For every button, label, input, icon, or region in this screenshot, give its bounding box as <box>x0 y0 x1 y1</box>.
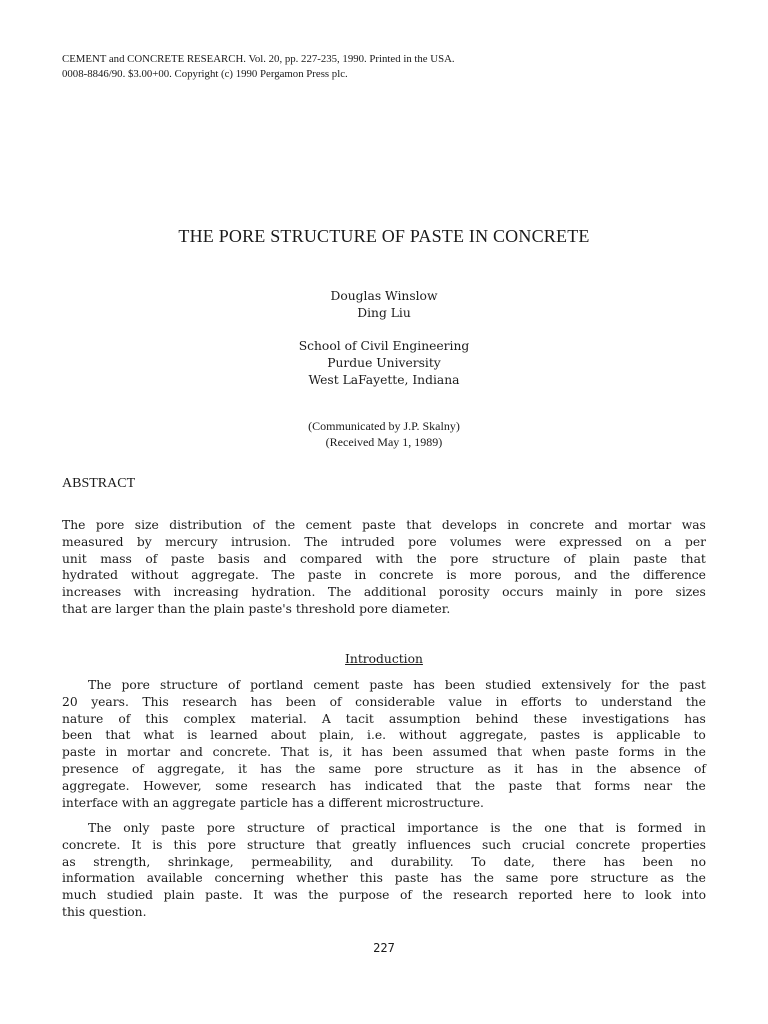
word: in <box>495 694 508 709</box>
text-line <box>62 694 706 711</box>
word: value <box>448 694 483 709</box>
word: The <box>304 534 328 549</box>
word: mortar <box>628 518 672 532</box>
word: the <box>685 745 706 760</box>
word: basis <box>218 551 250 566</box>
word: research <box>261 778 317 793</box>
word: without <box>130 568 179 583</box>
word: what <box>143 728 175 743</box>
word: strength, <box>93 854 151 869</box>
word: in <box>571 761 584 776</box>
word: to <box>622 888 635 903</box>
author-name: Douglas Winslow <box>330 289 438 303</box>
word: expressed <box>559 534 623 549</box>
word: studied <box>106 888 154 903</box>
text-line <box>62 567 706 584</box>
word: plain <box>588 551 620 566</box>
word: has <box>329 778 352 793</box>
word: forms <box>618 745 655 760</box>
word: has <box>250 694 273 709</box>
word: such <box>481 837 511 852</box>
word: that <box>436 778 462 793</box>
word: in <box>105 745 118 760</box>
word: of <box>145 551 158 566</box>
word: this <box>173 837 197 852</box>
word: the <box>649 678 670 692</box>
word: the <box>474 778 495 793</box>
word: that <box>496 745 523 760</box>
communicated-by: (Communicated by J.P. Skalny) <box>308 419 460 433</box>
word: unit <box>62 551 87 566</box>
word: some <box>215 778 248 793</box>
word: of <box>118 711 131 726</box>
word: been <box>444 678 476 692</box>
word: forms <box>594 778 631 793</box>
word: The <box>88 678 112 692</box>
word: concerning <box>214 871 285 886</box>
word: research <box>182 694 238 709</box>
word: this <box>145 711 169 726</box>
word: To <box>471 854 486 869</box>
word: by <box>136 534 152 549</box>
word: The <box>271 568 296 583</box>
word: available <box>146 871 203 886</box>
word: aggregate, <box>459 728 528 743</box>
word: this <box>359 871 383 886</box>
word: about <box>270 728 307 743</box>
word: the <box>685 778 706 793</box>
word: was <box>681 518 706 532</box>
word: properties <box>641 837 706 852</box>
word: additional <box>363 585 427 600</box>
word: aggregate. <box>62 778 130 793</box>
word: pore <box>634 585 664 600</box>
word: concrete. <box>62 837 121 852</box>
word: material. <box>250 711 307 726</box>
word: it <box>342 745 352 760</box>
word: structure <box>590 871 649 886</box>
word: the <box>609 568 631 583</box>
word: these <box>533 711 568 726</box>
word: influences <box>407 837 471 852</box>
author-name: Ding Liu <box>357 306 411 320</box>
word: it <box>514 761 524 776</box>
word: has <box>440 871 462 886</box>
word: of <box>329 694 342 709</box>
word: develops <box>441 518 497 532</box>
section-heading-text: Introduction <box>345 652 423 666</box>
word: was <box>273 888 298 903</box>
word: pore <box>207 837 236 852</box>
text-line: interface with an aggregate particle has a different microstructure. <box>62 795 484 810</box>
word: has <box>260 761 282 776</box>
word: to <box>575 694 588 709</box>
text-line <box>62 551 706 568</box>
word: is <box>187 728 198 743</box>
word: structure <box>160 678 218 692</box>
word: the <box>596 761 617 776</box>
word: occurs <box>502 585 544 600</box>
abstract-heading: ABSTRACT <box>62 476 136 491</box>
word: extensively <box>541 678 612 692</box>
word: nature <box>62 711 104 726</box>
word: porous, <box>514 568 562 583</box>
word: increasing <box>173 585 239 600</box>
word: there <box>552 854 586 869</box>
word: when <box>531 745 566 760</box>
word: sizes <box>675 585 706 600</box>
word: look <box>645 888 672 903</box>
word: in <box>694 821 706 835</box>
word: structure <box>246 821 305 835</box>
word: same <box>328 761 362 776</box>
word: date, <box>503 854 535 869</box>
word: the <box>308 888 329 903</box>
word: has <box>603 854 626 869</box>
word: studied <box>485 678 532 692</box>
word: and <box>594 518 618 532</box>
word: of <box>694 761 706 776</box>
word: volumes <box>449 534 502 549</box>
word: to <box>693 728 706 743</box>
word: paste <box>633 551 668 566</box>
word: no <box>690 854 706 869</box>
word: mortar <box>127 745 171 760</box>
word: without <box>399 728 447 743</box>
word: The <box>327 585 352 600</box>
text-line <box>62 820 706 837</box>
word: that <box>406 518 432 532</box>
word: past <box>679 678 706 692</box>
word: that <box>105 728 131 743</box>
word: of <box>131 761 144 776</box>
page-number: 227 <box>373 941 395 955</box>
text-line <box>62 711 706 728</box>
word: mercury <box>165 534 218 549</box>
word: that <box>680 551 706 566</box>
word: the <box>512 821 533 835</box>
text-line <box>62 761 706 778</box>
word: and <box>263 551 287 566</box>
word: measured <box>62 534 124 549</box>
word: understand <box>601 694 673 709</box>
word: pastes <box>540 728 581 743</box>
word: whether <box>296 871 348 886</box>
word: the <box>275 518 296 532</box>
introduction-paragraph-2 <box>62 820 706 921</box>
word: much <box>62 888 97 903</box>
word: pore <box>374 761 403 776</box>
word: of <box>399 888 412 903</box>
word: that <box>578 821 604 835</box>
word: aggregate, <box>157 761 225 776</box>
word: in <box>354 568 367 583</box>
word: paste. <box>205 888 243 903</box>
word: It <box>131 837 142 852</box>
text-line <box>62 744 706 761</box>
word: in <box>610 585 623 600</box>
word: that <box>315 837 342 852</box>
word: of <box>252 518 265 532</box>
word: is <box>152 837 163 852</box>
word: and <box>350 854 374 869</box>
word: same <box>505 871 539 886</box>
word: pore <box>206 821 236 835</box>
text-line <box>62 584 706 601</box>
affiliation-line: Purdue University <box>327 356 441 370</box>
word: cement <box>313 678 360 692</box>
word: one <box>544 821 567 835</box>
word: applicable <box>616 728 681 743</box>
word: portland <box>250 678 304 692</box>
communication-note <box>0 418 768 450</box>
word: pore <box>408 534 437 549</box>
word: in <box>664 745 676 760</box>
text-line <box>62 778 706 795</box>
word: been <box>642 854 674 869</box>
word: The <box>88 821 112 835</box>
word: concrete <box>529 518 585 532</box>
word: mass <box>100 551 132 566</box>
word: with <box>375 551 403 566</box>
copyright-line: 0008-8846/90. $3.00+00. Copyright (c) 1990 Pergamon Press plc. <box>62 68 348 80</box>
text-line: that are larger than the plain paste's threshold pore diameter. <box>62 601 451 616</box>
word: has <box>361 745 383 760</box>
word: efforts <box>521 694 562 709</box>
word: structure <box>492 551 550 566</box>
word: size <box>134 518 159 532</box>
word: pore <box>550 871 579 886</box>
word: as <box>62 854 76 869</box>
paper-title: THE PORE STRUCTURE OF PASTE IN CONCRETE <box>178 226 590 246</box>
word: the <box>473 871 494 886</box>
word: is, <box>318 745 333 760</box>
word: aggregate. <box>191 568 259 583</box>
word: structure <box>416 761 475 776</box>
word: of <box>316 821 329 835</box>
word: of <box>563 551 576 566</box>
introduction-paragraph-1 <box>62 677 706 811</box>
word: durability. <box>390 854 454 869</box>
text-line <box>62 854 706 871</box>
word: paste <box>161 821 195 835</box>
word: assumption <box>388 711 461 726</box>
word: the <box>685 871 706 886</box>
affiliation-line: School of Civil Engineering <box>298 339 470 353</box>
text-line <box>62 727 706 744</box>
word: i.e. <box>367 728 387 743</box>
word: pore <box>121 678 150 692</box>
word: the <box>685 694 706 709</box>
word: on <box>635 534 651 549</box>
word: as <box>487 761 501 776</box>
word: has <box>684 711 706 726</box>
word: and <box>574 568 598 583</box>
word: into <box>681 888 706 903</box>
word: paste <box>307 568 342 583</box>
journal-citation-line: CEMENT and CONCRETE RESEARCH. Vol. 20, pp. 227-235, 1990. Printed in the USA. <box>62 53 455 65</box>
word: for <box>621 678 640 692</box>
word: A <box>321 711 331 726</box>
word: the <box>416 551 437 566</box>
word: more <box>469 568 502 583</box>
word: indicated <box>364 778 423 793</box>
word: paste <box>575 745 609 760</box>
word: concrete <box>379 568 434 583</box>
word: formed <box>637 821 683 835</box>
word: near <box>643 778 673 793</box>
word: with <box>133 585 161 600</box>
word: is <box>446 568 457 583</box>
abstract-text <box>62 517 706 618</box>
word: only <box>123 821 150 835</box>
section-heading-introduction <box>0 652 768 666</box>
word: 20 <box>62 694 78 709</box>
word: However, <box>143 778 202 793</box>
author-list <box>0 288 768 322</box>
word: information <box>62 871 135 886</box>
text-line <box>62 677 706 694</box>
word: intrusion. <box>230 534 292 549</box>
word: crucial <box>522 837 565 852</box>
word: permeability, <box>251 854 333 869</box>
text-line <box>62 517 706 534</box>
word: been <box>285 694 317 709</box>
word: here <box>583 888 612 903</box>
word: considerable <box>355 694 436 709</box>
word: porosity <box>438 585 490 600</box>
word: the <box>422 888 443 903</box>
word: complex <box>183 711 236 726</box>
word: years. <box>91 694 129 709</box>
text-line: this question. <box>62 904 147 919</box>
word: mainly <box>555 585 598 600</box>
word: difference <box>642 568 706 583</box>
text-line <box>62 887 706 904</box>
word: cement <box>305 518 352 532</box>
word: importance <box>407 821 479 835</box>
word: intruded <box>341 534 395 549</box>
word: and <box>179 745 203 760</box>
word: That <box>280 745 310 760</box>
word: reported <box>518 888 573 903</box>
journal-header <box>62 52 455 82</box>
word: a <box>664 534 672 549</box>
word: assumed <box>432 745 488 760</box>
word: that <box>555 778 581 793</box>
word: the <box>295 761 316 776</box>
text-line <box>62 870 706 887</box>
word: it <box>238 761 247 776</box>
text-line <box>62 534 706 551</box>
word: The <box>62 518 86 532</box>
word: of <box>228 678 241 692</box>
word: hydration. <box>251 585 316 600</box>
word: paste <box>369 678 404 692</box>
word: behind <box>475 711 519 726</box>
word: greatly <box>352 837 397 852</box>
word: as <box>660 871 674 886</box>
word: plain <box>163 888 195 903</box>
word: absence <box>629 761 681 776</box>
word: investigations <box>582 711 670 726</box>
word: is <box>615 821 626 835</box>
word: is <box>490 821 501 835</box>
word: been <box>62 728 93 743</box>
word: were <box>514 534 546 549</box>
word: practical <box>340 821 396 835</box>
word: paste <box>362 518 396 532</box>
word: learned <box>210 728 258 743</box>
word: in <box>507 518 520 532</box>
word: It <box>253 888 264 903</box>
word: research <box>453 888 508 903</box>
word: been <box>392 745 423 760</box>
affiliation <box>0 338 768 389</box>
word: concrete <box>575 837 631 852</box>
word: has <box>536 761 558 776</box>
word: presence <box>62 761 119 776</box>
word: plain, <box>319 728 355 743</box>
text-line <box>62 837 706 854</box>
word: is <box>593 728 604 743</box>
word: compared <box>299 551 363 566</box>
word: pore <box>95 518 125 532</box>
word: purpose <box>338 888 390 903</box>
received-date: (Received May 1, 1989) <box>325 435 443 449</box>
word: concrete. <box>212 745 272 760</box>
word: paste <box>394 871 429 886</box>
word: has <box>413 678 435 692</box>
word: shrinkage, <box>167 854 234 869</box>
affiliation-line: West LaFayette, Indiana <box>308 373 460 387</box>
word: This <box>142 694 169 709</box>
word: structure <box>247 837 305 852</box>
word: distribution <box>169 518 243 532</box>
word: paste <box>170 551 205 566</box>
word: increases <box>62 585 122 600</box>
word: per <box>684 534 706 549</box>
word: paste <box>508 778 543 793</box>
word: pore <box>450 551 479 566</box>
word: hydrated <box>62 568 119 583</box>
word: paste <box>62 745 96 760</box>
word: tacit <box>345 711 374 726</box>
